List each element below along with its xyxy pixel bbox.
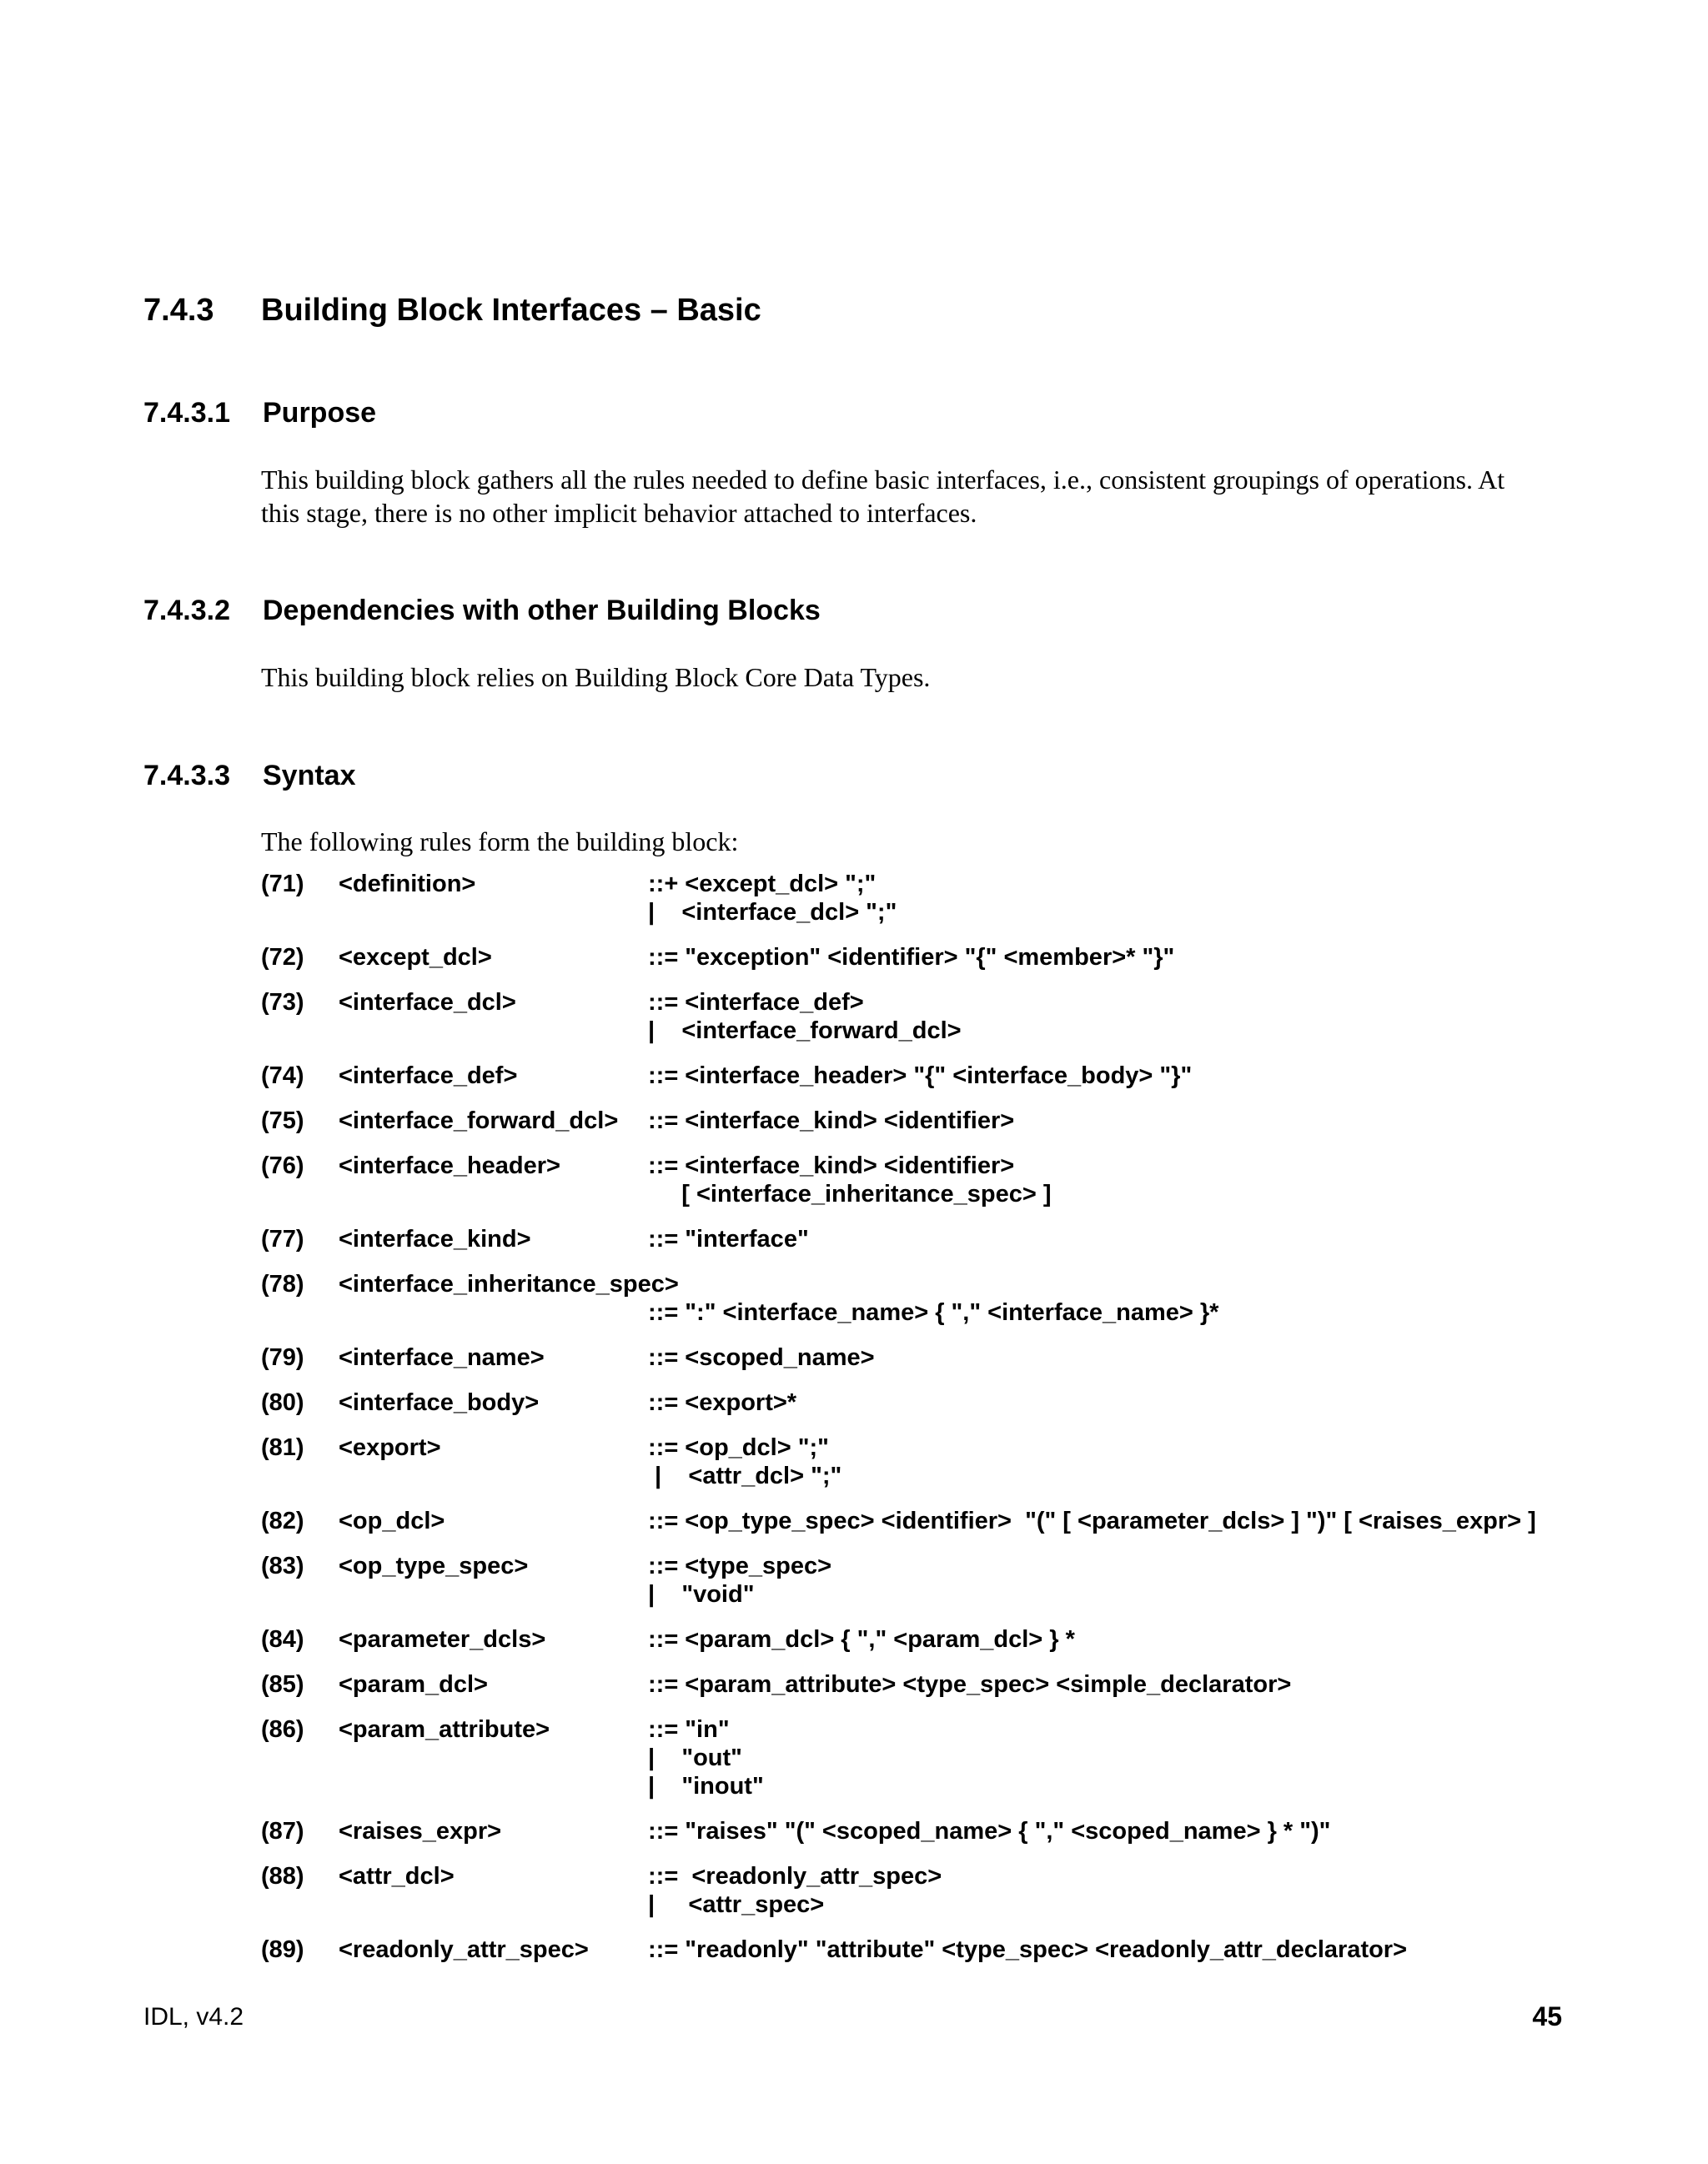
section-title: Building Block Interfaces – Basic: [261, 293, 761, 328]
rule-number: (71): [261, 871, 304, 897]
rule-number: (75): [261, 1107, 304, 1134]
rule-production: ::= <interface_def>: [648, 989, 864, 1016]
rule-number: (79): [261, 1344, 304, 1371]
rule-name: <op_dcl>: [339, 1508, 445, 1534]
rule-production: ::= <interface_kind> <identifier>: [648, 1107, 1015, 1134]
rule-number: (72): [261, 944, 304, 971]
rule-name: <interface_header>: [339, 1152, 560, 1179]
rule-name: <interface_name>: [339, 1344, 545, 1371]
rule-number: (89): [261, 1936, 304, 1963]
rule-production: ::= <readonly_attr_spec>: [648, 1863, 942, 1890]
rule-name: <param_dcl>: [339, 1671, 488, 1698]
rule-production: | "out": [648, 1745, 742, 1771]
footer-page-number: 45: [1532, 2001, 1562, 2031]
rule-production: ::= <param_dcl> { "," <param_dcl> } *: [648, 1626, 1075, 1653]
rule-production: ::= <interface_header> "{" <interface_body> "}": [648, 1062, 1193, 1089]
rule-production: | <interface_forward_dcl>: [648, 1017, 962, 1044]
purpose-line: This building block gathers all the rules needed to define basic interfaces, i.e., consistent groupings of operations. At: [261, 464, 1505, 495]
rule-number: (82): [261, 1508, 304, 1534]
grammar-rules: [261, 0, 1695, 2001]
rule-name: <interface_dcl>: [339, 989, 516, 1016]
rule-production: ::= <param_attribute> <type_spec> <simple_declarator>: [648, 1671, 1292, 1698]
rule-number: (83): [261, 1553, 304, 1579]
rule-production: ::= "raises" "(" <scoped_name> { "," <scoped_name> } * ")": [648, 1818, 1331, 1845]
rule-production: | "inout": [648, 1773, 764, 1800]
rule-name: <param_attribute>: [339, 1716, 550, 1743]
rule-production: ::= "readonly" "attribute" <type_spec> <readonly_attr_declarator>: [648, 1936, 1408, 1963]
rule-number: (73): [261, 989, 304, 1016]
rule-number: (84): [261, 1626, 304, 1653]
rule-production: ::= ":" <interface_name> { "," <interface_name> }*: [648, 1299, 1219, 1326]
rule-number: (87): [261, 1818, 304, 1845]
rule-name: <except_dcl>: [339, 944, 492, 971]
rule-name: <definition>: [339, 871, 476, 897]
purpose-title: Purpose: [263, 397, 377, 429]
rule-name: <interface_inheritance_spec>: [339, 1271, 679, 1298]
rule-production: ::= "exception" <identifier> "{" <member>* "}": [648, 944, 1175, 971]
rule-production: | <interface_dcl> ";": [648, 899, 897, 926]
dependencies-title: Dependencies with other Building Blocks: [263, 595, 821, 626]
rule-name: <op_type_spec>: [339, 1553, 529, 1579]
rule-name: <interface_body>: [339, 1389, 540, 1416]
rule-name: <interface_forward_dcl>: [339, 1107, 619, 1134]
rule-production: ::= <op_dcl> ";": [648, 1434, 829, 1461]
purpose-line: this stage, there is no other implicit behavior attached to interfaces.: [261, 498, 977, 528]
rule-number: (80): [261, 1389, 304, 1416]
rule-production: | <attr_spec>: [648, 1891, 825, 1918]
rule-name: <attr_dcl>: [339, 1863, 455, 1890]
syntax-title: Syntax: [263, 760, 356, 791]
rule-number: (77): [261, 1226, 304, 1253]
rule-name: <interface_def>: [339, 1062, 518, 1089]
rule-production: ::= <export>*: [648, 1389, 797, 1416]
rule-production: ::= <op_type_spec> <identifier> "(" [ <parameter_dcls> ] ")" [ <raises_expr> ]: [648, 1508, 1536, 1534]
rule-production: ::= <interface_kind> <identifier>: [648, 1152, 1015, 1179]
dependencies-number: 7.4.3.2: [143, 595, 230, 626]
rule-name: <raises_expr>: [339, 1818, 502, 1845]
rule-number: (86): [261, 1716, 304, 1743]
rule-number: (85): [261, 1671, 304, 1698]
footer-document-version: IDL, v4.2: [143, 2003, 244, 2031]
rule-production: | "void": [648, 1581, 755, 1608]
rule-production: ::= <scoped_name>: [648, 1344, 875, 1371]
rule-number: (76): [261, 1152, 304, 1179]
rule-production: ::= "in": [648, 1716, 730, 1743]
rule-production: | <attr_dcl> ";": [648, 1463, 842, 1489]
purpose-number: 7.4.3.1: [143, 397, 230, 429]
dependencies-paragraph: This building block relies on Building Block Core Data Types.: [261, 662, 931, 692]
rule-production: [ <interface_inheritance_spec> ]: [648, 1181, 1052, 1208]
rule-name: <parameter_dcls>: [339, 1626, 546, 1653]
rule-production: ::= <type_spec>: [648, 1553, 832, 1579]
rule-number: (88): [261, 1863, 304, 1890]
rule-number: (81): [261, 1434, 304, 1461]
rule-number: (78): [261, 1271, 304, 1298]
rule-production: ::+ <except_dcl> ";": [648, 871, 877, 897]
section-number: 7.4.3: [143, 293, 214, 328]
rule-name: <interface_kind>: [339, 1226, 531, 1253]
syntax-intro: The following rules form the building block:: [261, 826, 739, 856]
rule-production: ::= "interface": [648, 1226, 809, 1253]
rule-name: <export>: [339, 1434, 441, 1461]
rule-name: <readonly_attr_spec>: [339, 1936, 589, 1963]
rule-number: (74): [261, 1062, 304, 1089]
syntax-number: 7.4.3.3: [143, 760, 230, 791]
